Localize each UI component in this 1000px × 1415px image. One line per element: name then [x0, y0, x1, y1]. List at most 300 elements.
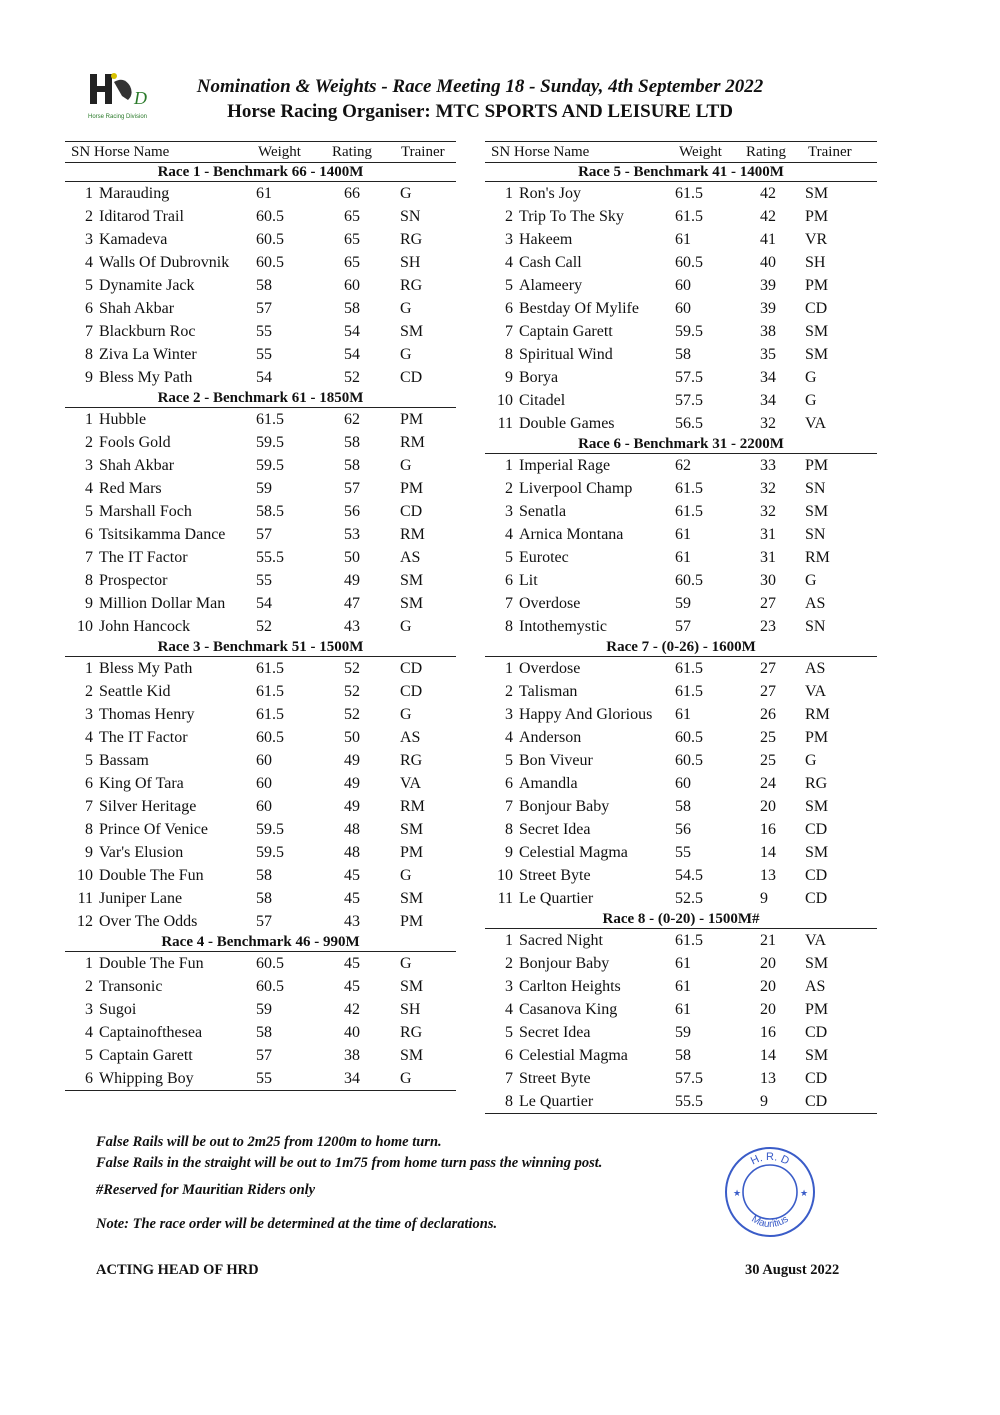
- horse-trainer: RM: [400, 526, 425, 543]
- horse-sn: 5: [85, 1047, 93, 1064]
- horse-name: Double The Fun: [99, 955, 204, 972]
- horse-rating: 16: [760, 1024, 776, 1041]
- horse-sn: 11: [77, 890, 93, 907]
- horse-trainer: CD: [805, 890, 828, 907]
- horse-trainer: RG: [805, 775, 828, 792]
- table-row: [485, 454, 877, 477]
- horse-name: Celestial Magma: [519, 1047, 628, 1064]
- header-sn-horse: SN Horse Name: [491, 144, 590, 160]
- horse-name: Street Byte: [519, 1070, 591, 1087]
- horse-trainer: SM: [805, 503, 829, 520]
- horse-rating: 31: [760, 549, 776, 566]
- horse-name: Juniper Lane: [99, 890, 183, 907]
- table-row: [65, 477, 456, 500]
- horse-weight: 57: [256, 913, 272, 930]
- horse-rating: 9: [760, 890, 768, 907]
- horse-trainer: G: [400, 867, 412, 884]
- table-row: [65, 910, 456, 933]
- table-row: [485, 1067, 877, 1090]
- table-row: [485, 1044, 877, 1067]
- horse-trainer: G: [805, 752, 817, 769]
- table-end-line: [65, 1090, 456, 1091]
- horse-sn: 5: [85, 277, 93, 294]
- horse-weight: 60.5: [256, 231, 284, 248]
- race-title: Race 7 - (0-26) - 1600M: [485, 638, 877, 657]
- horse-weight: 55: [675, 844, 691, 861]
- horse-weight: 61: [675, 1001, 691, 1018]
- horse-weight: 59.5: [256, 821, 284, 838]
- horse-name: Hubble: [99, 411, 147, 428]
- horse-rating: 60: [344, 277, 360, 294]
- svg-text:Mauritius: Mauritius: [749, 1213, 791, 1231]
- table-end-line: [485, 1113, 877, 1114]
- horse-trainer: RM: [805, 549, 830, 566]
- horse-trainer: AS: [400, 549, 421, 566]
- svg-text:H. R. D: H. R. D: [748, 1151, 792, 1168]
- horse-rating: 30: [760, 572, 776, 589]
- horse-trainer: SN: [805, 618, 826, 635]
- horse-sn: 6: [85, 526, 93, 543]
- horse-weight: 54: [256, 369, 272, 386]
- horse-sn: 8: [505, 1093, 513, 1110]
- table-row: [65, 841, 456, 864]
- table-row: [65, 408, 456, 431]
- table-row: [65, 343, 456, 366]
- left-races: [65, 163, 456, 1090]
- table-row: [485, 1090, 877, 1113]
- horse-trainer: SH: [400, 254, 421, 271]
- horse-rating: 45: [344, 867, 360, 884]
- horse-rating: 49: [344, 572, 360, 589]
- horse-name: Hakeem: [519, 231, 573, 248]
- horse-sn: 2: [85, 683, 93, 700]
- horse-sn: 10: [497, 392, 513, 409]
- horse-rating: 58: [344, 300, 360, 317]
- horse-name: Casanova King: [519, 1001, 618, 1018]
- horse-sn: 4: [505, 1001, 513, 1018]
- horse-weight: 59: [675, 595, 691, 612]
- horse-name: Iditarod Trail: [99, 208, 184, 225]
- horse-weight: 61.5: [675, 660, 703, 677]
- table-row: [485, 749, 877, 772]
- table-row: [485, 500, 877, 523]
- horse-sn: 3: [85, 706, 93, 723]
- horse-sn: 7: [505, 798, 513, 815]
- table-row: [65, 523, 456, 546]
- horse-name: Walls Of Dubrovnik: [99, 254, 230, 271]
- race-title: Race 8 - (0-20) - 1500M#: [485, 910, 877, 929]
- table-row: [485, 343, 877, 366]
- horse-sn: 4: [505, 526, 513, 543]
- horse-sn: 5: [85, 503, 93, 520]
- horse-rating: 56: [344, 503, 360, 520]
- horse-sn: 7: [505, 1070, 513, 1087]
- horse-weight: 61.5: [675, 503, 703, 520]
- horse-name: Carlton Heights: [519, 978, 621, 995]
- table-row: [485, 975, 877, 998]
- horse-sn: 12: [77, 913, 93, 930]
- horse-rating: 58: [344, 434, 360, 451]
- horse-rating: 20: [760, 1001, 776, 1018]
- horse-sn: 1: [505, 457, 513, 474]
- horse-sn: 6: [85, 1070, 93, 1087]
- horse-trainer: SM: [805, 323, 829, 340]
- horse-sn: 6: [505, 572, 513, 589]
- horse-rating: 42: [760, 208, 776, 225]
- race-title: Race 5 - Benchmark 41 - 1400M: [485, 163, 877, 182]
- horse-weight: 54: [256, 595, 272, 612]
- horse-trainer: CD: [805, 1024, 828, 1041]
- horse-rating: 43: [344, 913, 360, 930]
- svg-text:Horse Racing Division: Horse Racing Division: [88, 114, 148, 120]
- table-row: [65, 887, 456, 910]
- horse-name: Bestday Of Mylife: [519, 300, 639, 317]
- horse-rating: 23: [760, 618, 776, 635]
- horse-rating: 58: [344, 457, 360, 474]
- horse-rating: 52: [344, 683, 360, 700]
- horse-name: Ron's Joy: [519, 185, 582, 202]
- table-row: [485, 615, 877, 638]
- horse-rating: 25: [760, 729, 776, 746]
- table-row: [65, 864, 456, 887]
- table-row: [485, 772, 877, 795]
- horse-trainer: CD: [805, 300, 828, 317]
- horse-weight: 57.5: [675, 369, 703, 386]
- table-row: [65, 431, 456, 454]
- horse-sn: 9: [505, 844, 513, 861]
- left-column: [65, 141, 456, 1091]
- note-reserved: #Reserved for Mauritian Riders only: [96, 1182, 316, 1198]
- horse-weight: 61.5: [675, 480, 703, 497]
- table-row: [485, 412, 877, 435]
- table-row: [485, 569, 877, 592]
- horse-sn: 5: [505, 549, 513, 566]
- horse-name: Captain Garett: [99, 1047, 193, 1064]
- horse-trainer: PM: [400, 844, 424, 861]
- horse-name: Alameery: [519, 277, 583, 294]
- horse-trainer: PM: [805, 729, 829, 746]
- horse-name: Amandla: [519, 775, 578, 792]
- horse-name: Street Byte: [519, 867, 591, 884]
- horse-rating: 14: [760, 1047, 776, 1064]
- horse-sn: 2: [85, 434, 93, 451]
- horse-weight: 55: [256, 1070, 272, 1087]
- horse-sn: 4: [85, 480, 93, 497]
- table-row: [485, 841, 877, 864]
- horse-sn: 1: [85, 955, 93, 972]
- horse-rating: 16: [760, 821, 776, 838]
- table-row: [485, 680, 877, 703]
- horse-weight: 58: [256, 277, 272, 294]
- horse-sn: 2: [505, 683, 513, 700]
- horse-weight: 61.5: [675, 932, 703, 949]
- organiser-title: Horse Racing Organiser: MTC SPORTS AND LEISURE LTD: [227, 101, 733, 122]
- horse-rating: 34: [344, 1070, 360, 1087]
- horse-rating: 45: [344, 955, 360, 972]
- horse-weight: 60: [675, 775, 691, 792]
- horse-sn: 5: [505, 277, 513, 294]
- horse-weight: 59: [256, 1001, 272, 1018]
- horse-name: Over The Odds: [99, 913, 198, 930]
- horse-rating: 52: [344, 706, 360, 723]
- table-row: [65, 320, 456, 343]
- horse-sn: 9: [505, 369, 513, 386]
- horse-rating: 27: [760, 660, 776, 677]
- column-header: [485, 141, 877, 163]
- horse-weight: 60.5: [256, 254, 284, 271]
- horse-rating: 38: [760, 323, 776, 340]
- horse-rating: 27: [760, 683, 776, 700]
- horse-name: Bon Viveur: [519, 752, 593, 769]
- horse-sn: 2: [505, 955, 513, 972]
- svg-text:D: D: [134, 88, 147, 108]
- horse-trainer: PM: [805, 277, 829, 294]
- hrd-logo: [86, 70, 166, 124]
- horse-name: Borya: [519, 369, 559, 386]
- table-row: [65, 952, 456, 975]
- horse-trainer: RM: [400, 434, 425, 451]
- horse-name: Happy And Glorious: [519, 706, 653, 723]
- right-races: [485, 163, 877, 1113]
- horse-rating: 45: [344, 890, 360, 907]
- horse-trainer: AS: [805, 660, 826, 677]
- table-row: [65, 1021, 456, 1044]
- horse-name: Senatla: [519, 503, 567, 520]
- table-row: [485, 1021, 877, 1044]
- horse-rating: 49: [344, 752, 360, 769]
- horse-rating: 9: [760, 1093, 768, 1110]
- horse-trainer: RG: [400, 1024, 423, 1041]
- horse-trainer: SM: [400, 890, 424, 907]
- horse-sn: 11: [497, 890, 513, 907]
- horse-rating: 38: [344, 1047, 360, 1064]
- horse-rating: 65: [344, 231, 360, 248]
- horse-sn: 6: [505, 775, 513, 792]
- horse-rating: 54: [344, 346, 360, 363]
- race-title: Race 6 - Benchmark 31 - 2200M: [485, 435, 877, 454]
- horse-trainer: SM: [805, 185, 829, 202]
- horse-weight: 58.5: [256, 503, 284, 520]
- horse-name: Liverpool Champ: [519, 480, 633, 497]
- table-row: [485, 818, 877, 841]
- horse-name: Red Mars: [99, 480, 162, 497]
- horse-name: Celestial Magma: [519, 844, 628, 861]
- horse-rating: 40: [344, 1024, 360, 1041]
- horse-sn: 1: [85, 185, 93, 202]
- horse-sn: 4: [505, 254, 513, 271]
- horse-rating: 33: [760, 457, 776, 474]
- horse-weight: 60.5: [675, 572, 703, 589]
- horse-name: Million Dollar Man: [99, 595, 226, 612]
- horse-name: Trip To The Sky: [519, 208, 624, 225]
- note-rails-1: False Rails will be out to 2m25 from 1200m to home turn.: [96, 1134, 442, 1150]
- horse-name: The IT Factor: [99, 729, 188, 746]
- horse-weight: 58: [256, 867, 272, 884]
- horse-trainer: G: [400, 706, 412, 723]
- table-row: [485, 703, 877, 726]
- horse-weight: 57: [256, 300, 272, 317]
- table-row: [65, 749, 456, 772]
- horse-trainer: G: [400, 955, 412, 972]
- horse-rating: 14: [760, 844, 776, 861]
- horse-weight: 58: [256, 890, 272, 907]
- table-row: [485, 228, 877, 251]
- horse-name: Intothemystic: [519, 618, 607, 635]
- horse-name: Seattle Kid: [99, 683, 171, 700]
- horse-rating: 65: [344, 254, 360, 271]
- table-row: [65, 251, 456, 274]
- horse-rating: 45: [344, 978, 360, 995]
- horse-weight: 61: [675, 978, 691, 995]
- horse-name: Ziva La Winter: [99, 346, 197, 363]
- table-row: [485, 320, 877, 343]
- horse-weight: 52.5: [675, 890, 703, 907]
- table-row: [65, 297, 456, 320]
- table-row: [485, 864, 877, 887]
- horse-trainer: VA: [805, 415, 827, 432]
- horse-name: Le Quartier: [519, 890, 594, 907]
- horse-weight: 60: [675, 300, 691, 317]
- horse-trainer: G: [400, 618, 412, 635]
- table-row: [485, 205, 877, 228]
- table-row: [65, 454, 456, 477]
- horse-trainer: G: [805, 392, 817, 409]
- horse-sn: 1: [85, 411, 93, 428]
- table-row: [485, 477, 877, 500]
- horse-sn: 6: [505, 1047, 513, 1064]
- table-row: [485, 887, 877, 910]
- horse-weight: 61: [675, 955, 691, 972]
- table-row: [65, 182, 456, 205]
- horse-weight: 61.5: [256, 683, 284, 700]
- horse-rating: 52: [344, 660, 360, 677]
- horse-rating: 42: [344, 1001, 360, 1018]
- horse-rating: 31: [760, 526, 776, 543]
- horse-weight: 57: [256, 526, 272, 543]
- horse-rating: 50: [344, 729, 360, 746]
- horse-name: Bless My Path: [99, 660, 193, 677]
- horse-weight: 52: [256, 618, 272, 635]
- horse-name: Bonjour Baby: [519, 955, 610, 972]
- horse-weight: 61.5: [256, 411, 284, 428]
- horse-trainer: CD: [805, 821, 828, 838]
- horse-sn: 5: [85, 752, 93, 769]
- horse-weight: 61.5: [675, 683, 703, 700]
- horse-name: Prince Of Venice: [99, 821, 208, 838]
- horse-sn: 7: [85, 549, 93, 566]
- horse-weight: 56.5: [675, 415, 703, 432]
- horse-trainer: CD: [805, 867, 828, 884]
- horse-sn: 1: [505, 185, 513, 202]
- horse-sn: 9: [85, 369, 93, 386]
- horse-sn: 2: [505, 480, 513, 497]
- table-row: [65, 205, 456, 228]
- horse-name: Sugoi: [99, 1001, 137, 1018]
- horse-sn: 7: [85, 798, 93, 815]
- horse-trainer: G: [400, 346, 412, 363]
- table-row: [65, 1067, 456, 1090]
- horse-sn: 8: [505, 618, 513, 635]
- svg-text:★: ★: [800, 1188, 809, 1198]
- header-trainer: Trainer: [808, 144, 852, 160]
- horse-weight: 58: [256, 1024, 272, 1041]
- horse-weight: 61.5: [256, 706, 284, 723]
- horse-trainer: RM: [400, 798, 425, 815]
- horse-sn: 4: [505, 729, 513, 746]
- table-row: [485, 182, 877, 205]
- horse-sn: 8: [85, 572, 93, 589]
- horse-rating: 34: [760, 392, 776, 409]
- horse-name: Secret Idea: [519, 1024, 591, 1041]
- horse-name: Lit: [519, 572, 538, 589]
- horse-name: Eurotec: [519, 549, 569, 566]
- horse-sn: 5: [505, 752, 513, 769]
- horse-name: Fools Gold: [99, 434, 171, 451]
- race-title: Race 4 - Benchmark 46 - 990M: [65, 933, 456, 952]
- horse-weight: 60.5: [256, 978, 284, 995]
- horse-rating: 47: [344, 595, 360, 612]
- horse-weight: 61: [675, 231, 691, 248]
- horse-sn: 10: [497, 867, 513, 884]
- race-title: Race 1 - Benchmark 66 - 1400M: [65, 163, 456, 182]
- horse-name: Le Quartier: [519, 1093, 594, 1110]
- horse-rating: 62: [344, 411, 360, 428]
- horse-trainer: G: [400, 185, 412, 202]
- table-row: [485, 592, 877, 615]
- horse-weight: 60.5: [256, 729, 284, 746]
- race-title: Race 2 - Benchmark 61 - 1850M: [65, 389, 456, 408]
- horse-trainer: CD: [805, 1093, 828, 1110]
- horse-name: Whipping Boy: [99, 1070, 194, 1087]
- horse-name: King Of Tara: [99, 775, 184, 792]
- horse-name: Bonjour Baby: [519, 798, 610, 815]
- hrd-stamp: [720, 1142, 820, 1242]
- horse-rating: 13: [760, 1070, 776, 1087]
- horse-weight: 60: [256, 775, 272, 792]
- horse-trainer: PM: [805, 1001, 829, 1018]
- horse-name: Overdose: [519, 660, 581, 677]
- horse-weight: 60.5: [675, 729, 703, 746]
- horse-trainer: AS: [805, 978, 826, 995]
- horse-weight: 60.5: [256, 955, 284, 972]
- horse-weight: 55.5: [675, 1093, 703, 1110]
- horse-weight: 60: [256, 798, 272, 815]
- table-row: [65, 657, 456, 680]
- horse-sn: 10: [77, 618, 93, 635]
- horse-weight: 62: [675, 457, 691, 474]
- header-trainer: Trainer: [401, 144, 445, 160]
- horse-name: Marshall Foch: [99, 503, 192, 520]
- horse-weight: 58: [675, 798, 691, 815]
- horse-trainer: SN: [805, 480, 826, 497]
- horse-weight: 59.5: [256, 844, 284, 861]
- table-row: [65, 772, 456, 795]
- horse-weight: 57: [675, 618, 691, 635]
- notes: [96, 1132, 602, 1235]
- horse-trainer: G: [805, 572, 817, 589]
- table-row: [485, 795, 877, 818]
- table-row: [65, 569, 456, 592]
- horse-weight: 54.5: [675, 867, 703, 884]
- horse-weight: 58: [675, 1047, 691, 1064]
- horse-sn: 4: [85, 729, 93, 746]
- table-row: [65, 592, 456, 615]
- horse-sn: 2: [85, 978, 93, 995]
- table-row: [65, 500, 456, 523]
- horse-sn: 8: [85, 821, 93, 838]
- horse-rating: 40: [760, 254, 776, 271]
- horse-trainer: G: [400, 1070, 412, 1087]
